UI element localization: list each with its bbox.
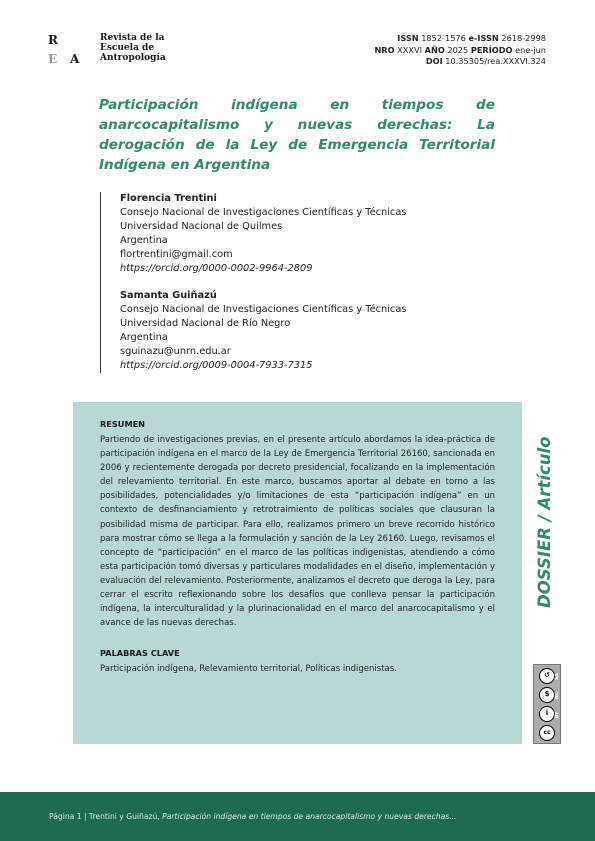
journal-logo	[48, 33, 168, 69]
author-email[interactable]: flortrentini@gmail.com	[120, 248, 233, 260]
license-label-nc: NC	[555, 691, 560, 699]
page-footer	[0, 792, 595, 841]
author-email[interactable]: sguinazu@unrn.edu.ar	[120, 346, 231, 358]
journal-name-line: Revista de la	[100, 33, 165, 43]
author-country: Argentina	[120, 234, 168, 246]
author-entry	[120, 192, 406, 275]
sa-icon: ↺	[539, 668, 555, 684]
logo-letter-a: A	[70, 52, 80, 66]
author-entry	[120, 289, 406, 372]
footer-text	[49, 812, 456, 821]
license-label-sa: SA	[555, 673, 560, 680]
journal-name-line: Antropología	[100, 53, 166, 63]
doi-line: DOI 10.35305/rea.XXXVI.324	[425, 56, 546, 66]
author-affiliation: Consejo Nacional de Investigaciones Científicas y Técnicas	[120, 304, 407, 316]
license-label-by: BY	[555, 711, 560, 718]
author-affiliation: Universidad Nacional de Río Negro	[120, 318, 291, 330]
section-label: DOSSIER / Artículo	[535, 436, 554, 608]
footer-page-authors: Página 1 | Trentini y Guiñazú,	[49, 812, 163, 821]
cc-license-badge[interactable]	[533, 664, 561, 744]
author-name: Florencia Trentini	[120, 193, 217, 204]
author-country: Argentina	[120, 332, 168, 344]
author-affiliation: Consejo Nacional de Investigaciones Científicas y Técnicas	[120, 206, 407, 218]
author-affiliation: Universidad Nacional de Quilmes	[120, 220, 283, 232]
doi-link[interactable]: 10.35305/rea.XXXVI.324	[445, 56, 546, 66]
journal-name-line: Escuela de	[100, 43, 155, 53]
journal-name	[100, 33, 180, 63]
abstract-heading: RESUMEN	[100, 419, 146, 429]
author-orcid-link[interactable]: https://orcid.org/0000-0002-9964-2809	[120, 262, 313, 274]
issue-metadata	[374, 33, 546, 68]
author-orcid-link[interactable]: https://orcid.org/0009-0004-7933-7315	[120, 359, 313, 371]
logo-letter-r: R	[48, 33, 58, 47]
issue-line: NRO XXXVI AÑO 2025 PERÍODO ene-jun	[374, 44, 546, 55]
author-name: Samanta Guiñazú	[120, 290, 217, 302]
keywords-text: Participación indígena, Relevamiento territorial, Políticas indigenistas.	[100, 664, 397, 675]
cc-icon: cc	[539, 725, 555, 741]
article-title: Participación indígena en tiempos de anarcocapitalismo y nuevas derechas: La derogación de la Ley de Emergencia Territorial Indígena en Argentina	[99, 97, 495, 173]
issn-line: ISSN 1852-1576 e-ISSN 2618-2998	[397, 33, 546, 43]
by-icon: i	[539, 706, 555, 722]
abstract-text: Partiendo de investigaciones previas, en el presente artículo abordamos la idea-práctica de participación indígena en el marco de la Ley de Emergencia Territorial 26160, sancionada en 2006 y recientemente derogada por decreto presidencial, focalizando en la implementación del relevamiento territorial. En este marco, buscamos aportar al debate en torno a las posibilidades, potencialidades y/o limitaciones de esta “participación indígena” en un contexto de desfinanciamiento y retrotraimiento de políticas sociales que clausuran la posibilidad misma de participar. Para ello, realizamos primero un breve recorrido histórico para mostrar cómo se llega a la formulación y sanción de la Ley 26160. Luego, revisamos el concepto de “participación” en el marco de las políticas indigenistas, atendiendo a cómo esta participación tomó diversas y particulares modalidades en el diseño, implementación y evaluación del relevamiento. Posteriormente, analizamos el decreto que deroga la Ley, para cerrar el escrito reflexionando sobre los desafíos que conlleva pensar la participación indígena, la interculturalidad y la plurinacionalidad en el marco del anarcocapitalismo y el avance de las nuevas derechas.	[100, 435, 495, 629]
nc-icon: $	[539, 687, 555, 703]
logo-letter-e: E	[48, 52, 58, 66]
abstract-box	[73, 402, 522, 744]
authors-block	[100, 192, 406, 373]
keywords-heading: PALABRAS CLAVE	[100, 648, 180, 659]
footer-short-title: Participación indígena en tiempos de anarcocapitalismo y nuevas derechas...	[162, 812, 457, 821]
